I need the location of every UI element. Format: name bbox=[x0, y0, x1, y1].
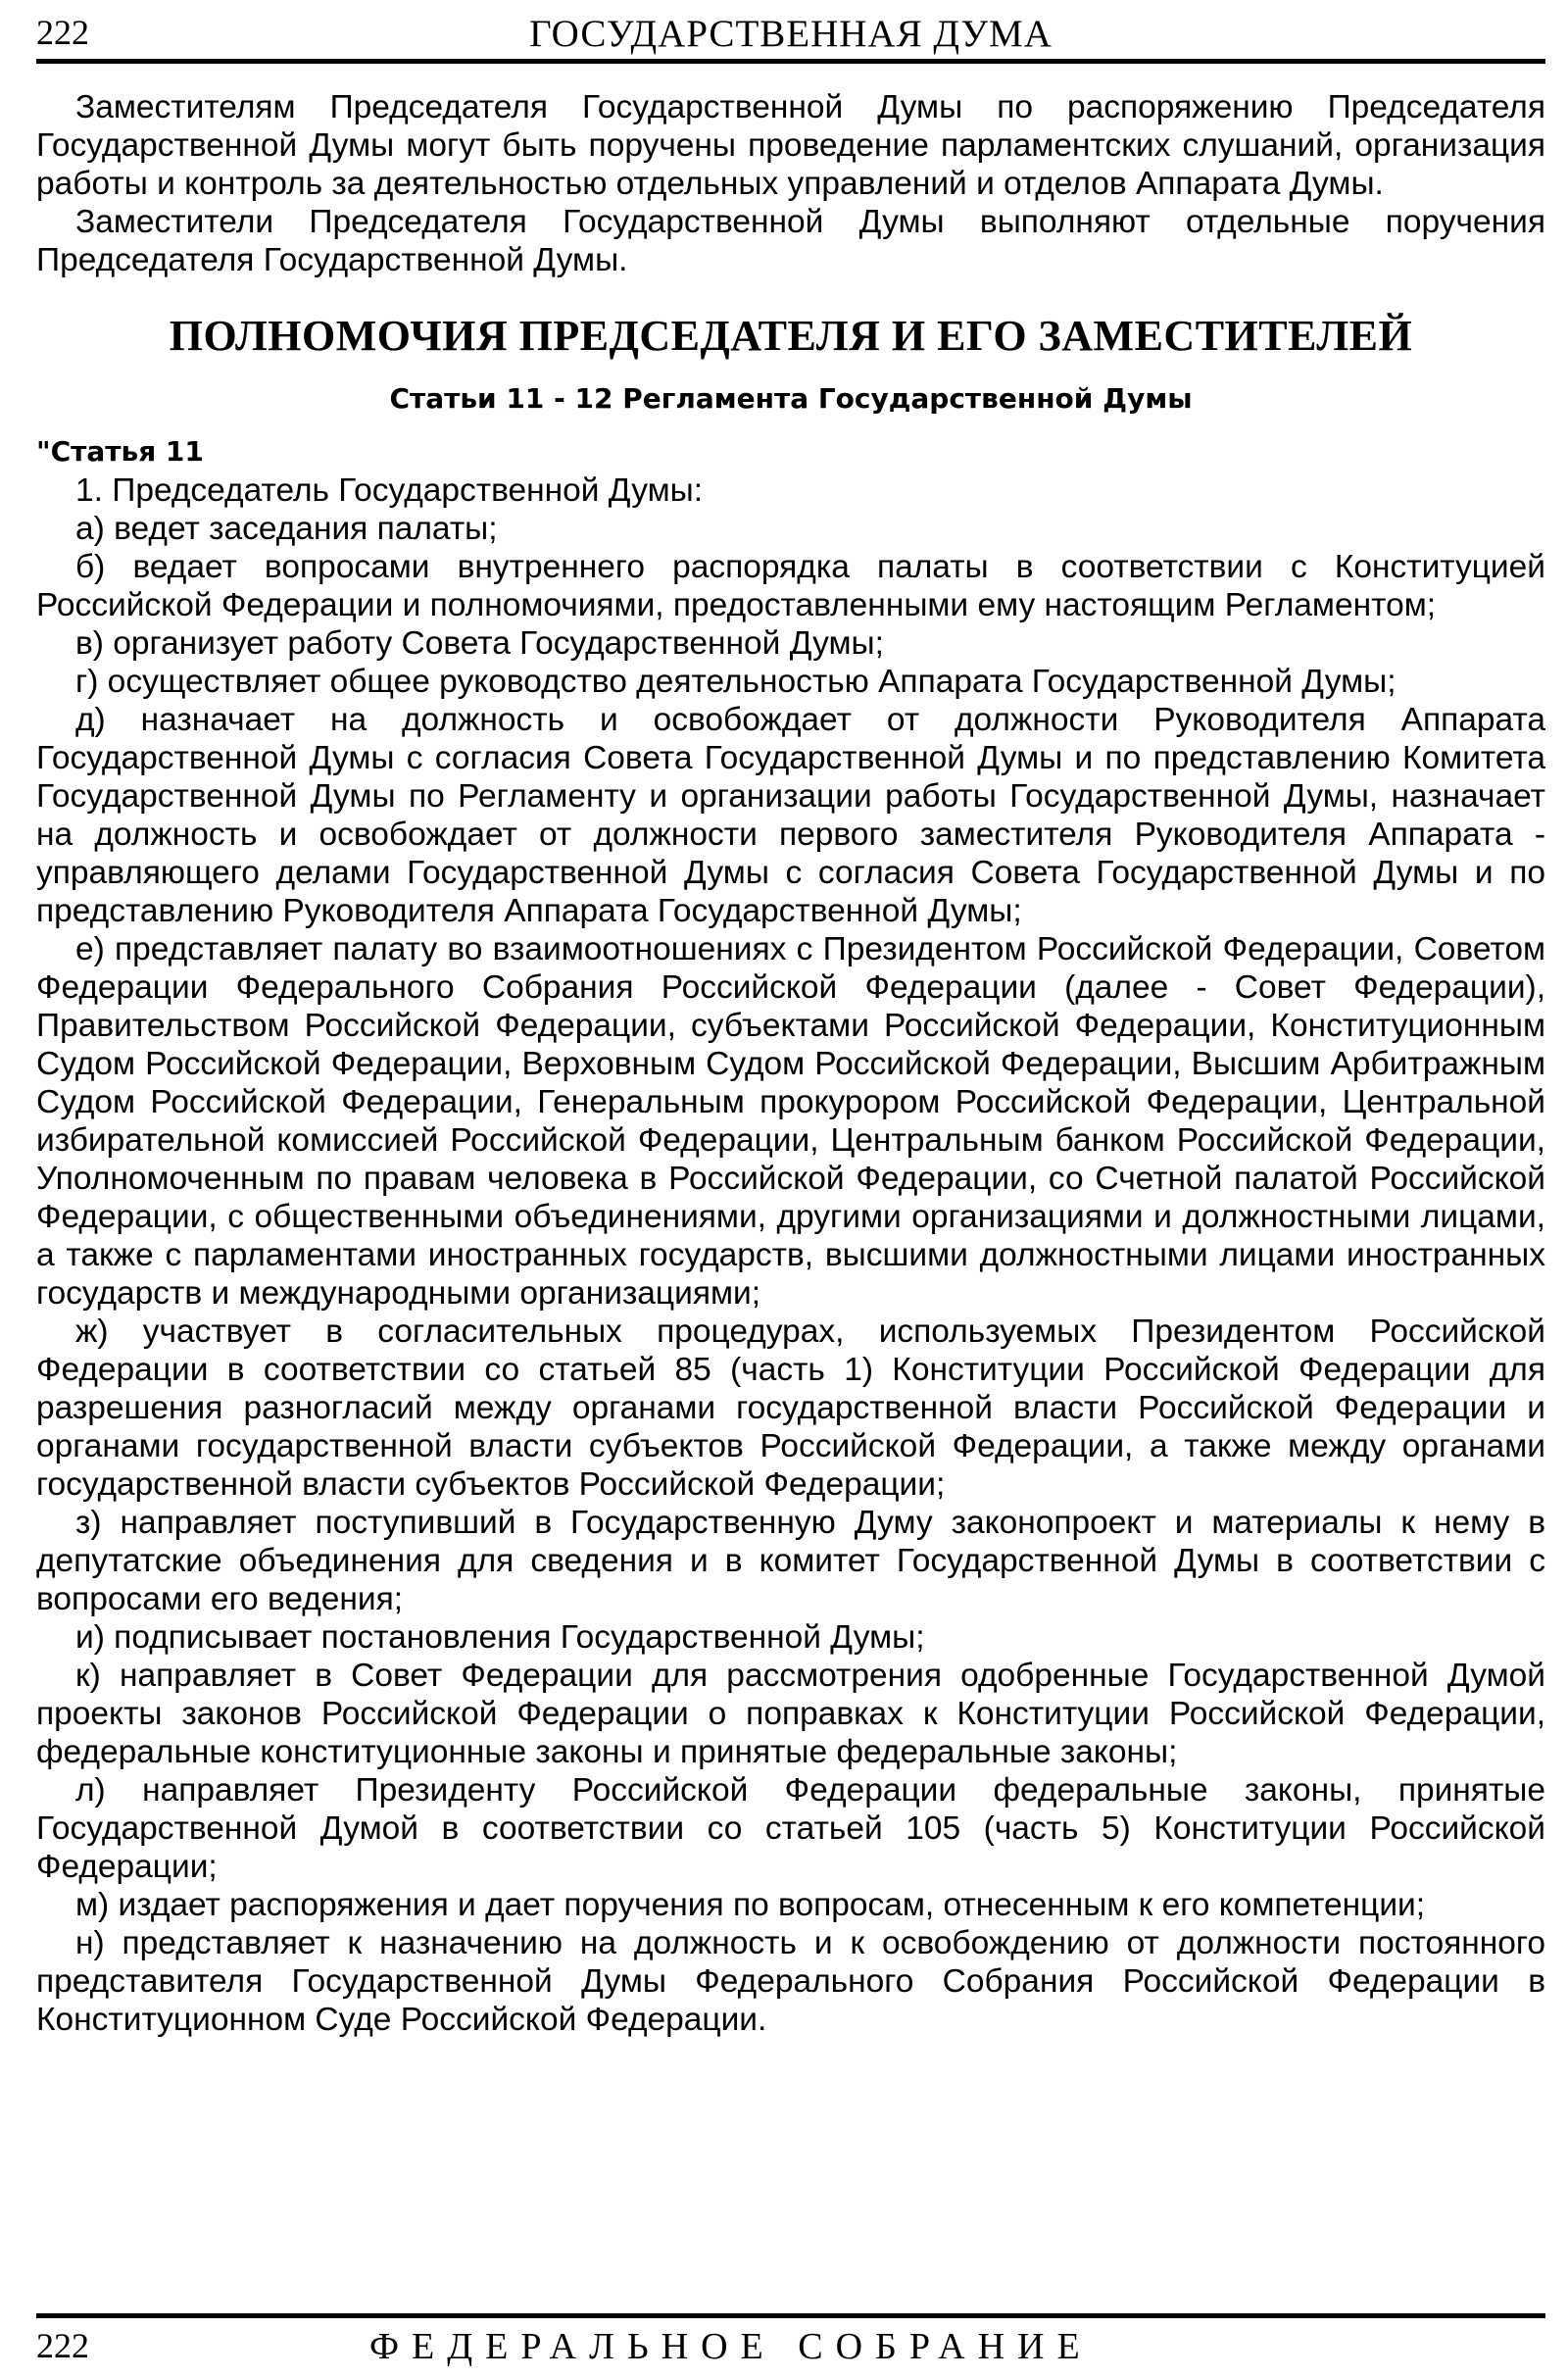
article-paragraph: к) направляет в Совет Федерации для рассмотрения одобренные Государственной Думой проекты законов Российской Федерации о поправках к Конституции Российской Федерации, федеральные конституционные законы и принятые федеральные законы; bbox=[36, 1658, 1545, 1770]
running-header bbox=[36, 12, 1545, 57]
header-rule bbox=[36, 59, 1545, 64]
article-paragraph: з) направляет поступивший в Государственную Думу законопроект и материалы к нему в депутатские объединения для сведения и в комитет Государственной Думы в соответствии с вопросами его ведения; bbox=[36, 1505, 1545, 1617]
article-paragraph: г) осуществляет общее руководство деятельностью Аппарата Государственной Думы; bbox=[75, 664, 1396, 700]
footer-page-number: 222 bbox=[36, 2326, 89, 2365]
article-label: "Статья 11 bbox=[36, 435, 204, 468]
body-text bbox=[36, 88, 1545, 2039]
header-page-number: 222 bbox=[36, 13, 89, 52]
footer-rule bbox=[36, 2313, 1545, 2318]
article-paragraph: е) представляет палату во взаимоотношениях с Президентом Российской Федерации, Советом Федерации Федерального Собрания Российской Федерации (далее - Совет Федерации), Правительством Российской Федерации, субъектами Российской Федерации, Конституционным Судом Российской Федерации, Верховным Судом Российской Федерации, Высшим Арбитражным Судом Российской Федерации, Генеральным прокурором Российской Федерации, Центральной избирательной комиссией Российской Федерации, Центральным банком Российской Федерации, Уполномоченным по правам человека в Российской Федерации, со Счетной палатой Российской Федерации, с общественными объединениями, другими организациями и должностными лицами, а также с парламентами иностранных государств, высшими должностными лицами иностранных государств и международными организациями; bbox=[36, 931, 1545, 1312]
article-paragraph: м) издает распоряжения и дает поручения по вопросам, отнесенным к его компетенции; bbox=[75, 1887, 1426, 1923]
running-footer bbox=[36, 2325, 1545, 2370]
article-paragraph: в) организует работу Совета Государственной Думы; bbox=[75, 625, 884, 662]
footer-title: ФЕДЕРАЛЬНОЕ СОБРАНИЕ bbox=[369, 2326, 1093, 2367]
article-paragraph: н) представляет к назначению на должность и к освобождению от должности постоянного представителя Государственной Думы Федерального Собрания Российской Федерации в Конституционном Суде Российской Федерации. bbox=[36, 1925, 1545, 2038]
intro-paragraph: Заместителям Председателя Государственной Думы по распоряжению Председателя Государственной Думы могут быть поручены проведение парламентских слушаний, организация работы и контроль за деятельностью отдельных управлений и отделов Аппарата Думы. bbox=[36, 89, 1545, 202]
article-paragraph: б) ведает вопросами внутреннего распорядка палаты в соответствии с Конституцией Российской Федерации и полномочиями, предоставленными ему настоящим Регламентом; bbox=[36, 549, 1545, 623]
article-paragraph: л) направляет Президенту Российской Федерации федеральные законы, принятые Государственной Думой в соответствии со статьей 105 (часть 5) Конституции Российской Федерации; bbox=[36, 1772, 1545, 1885]
article-paragraph: 1. Председатель Государственной Думы: bbox=[75, 472, 704, 509]
intro-paragraph: Заместители Председателя Государственной Думы выполняют отдельные поручения Председателя Государственной Думы. bbox=[36, 204, 1545, 278]
article-paragraph: д) назначает на должность и освобождает от должности Руководителя Аппарата Государственной Думы с согласия Совета Государственной Думы и по представлению Комитета Государственной Думы по Регламенту и организации работы Государственной Думы, назначает на должность и освобождает от должности первого заместителя Руководителя Аппарата - управляющего делами Государственной Думы с согласия Совета Государственной Думы и по представлению Руководителя Аппарата Государственной Думы; bbox=[36, 702, 1545, 929]
article-paragraph: и) подписывает постановления Государственной Думы; bbox=[75, 1619, 925, 1656]
article-paragraph: а) ведет заседания палаты; bbox=[75, 511, 498, 547]
header-title: ГОСУДАРСТВЕННАЯ ДУМА bbox=[529, 13, 1053, 55]
section-subheading: Статьи 11 - 12 Регламента Государственной Думы bbox=[389, 382, 1193, 415]
article-paragraph: ж) участвует в согласительных процедурах, используемых Президентом Российской Федерации в соответствии со статьей 85 (часть 1) Конституции Российской Федерации для разрешения разногласий между органами государственной власти Российской Федерации и органами государственной власти субъектов Российской Федерации, а также между органами государственной власти субъектов Российской Федерации; bbox=[36, 1313, 1545, 1503]
section-heading: ПОЛНОМОЧИЯ ПРЕДСЕДАТЕЛЯ И ЕГО ЗАМЕСТИТЕЛЕЙ bbox=[169, 312, 1413, 360]
